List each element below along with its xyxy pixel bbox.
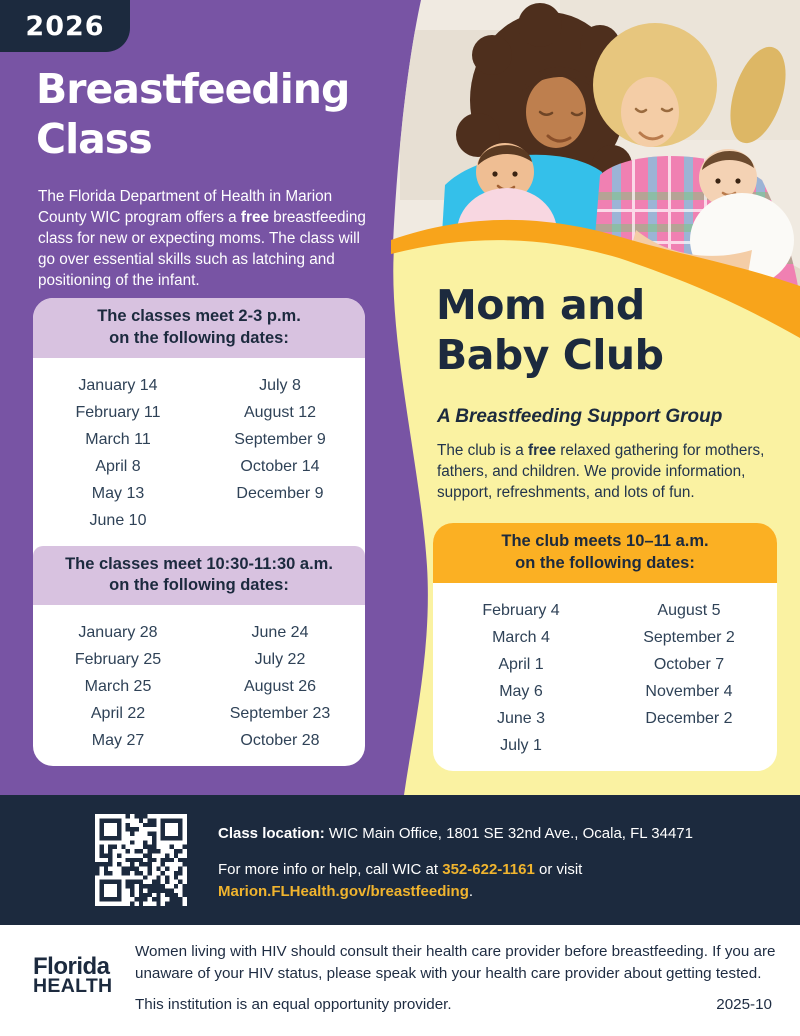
- morning-dates: [33, 605, 365, 766]
- date-item: October 7: [653, 655, 725, 673]
- date-item: August 12: [243, 403, 317, 421]
- date-item: May 6: [499, 682, 543, 700]
- hiv-disclaimer: Women living with HIV should consult their health care provider before breastfeeding. If you are unaware of your HIV status, please speak with your health care provider about getting tested.: [135, 943, 776, 983]
- date-item: August 5: [657, 601, 721, 619]
- contact-line: For more info or help, call WIC at 352-622-1161 or visit: [218, 860, 583, 878]
- date-item: November 4: [645, 682, 733, 700]
- document-number: 2025-10: [716, 996, 772, 1013]
- date-item: July 1: [500, 736, 542, 754]
- date-item: July 8: [259, 376, 301, 394]
- free-highlight: free: [240, 209, 269, 227]
- free-highlight: free: [527, 442, 557, 459]
- date-item: September 2: [643, 628, 735, 646]
- date-item: April 1: [498, 655, 544, 673]
- date-item: December 9: [236, 484, 324, 502]
- date-item: March 4: [492, 628, 550, 646]
- date-item: January 28: [78, 624, 158, 642]
- date-item: February 4: [482, 601, 560, 619]
- date-item: October 14: [240, 457, 320, 475]
- date-item: August 26: [243, 678, 317, 696]
- florida-health-logo: Florida HEALTH: [33, 953, 113, 997]
- class-schedule-box: [33, 298, 365, 766]
- footer-info: [218, 823, 693, 904]
- date-item: October 28: [240, 732, 320, 750]
- dates-column-2: [605, 597, 773, 759]
- date-item: April 22: [90, 705, 146, 723]
- date-item: February 25: [74, 651, 162, 669]
- date-item: September 23: [229, 705, 331, 723]
- bottom-row: [135, 996, 772, 1013]
- afternoon-schedule-header: The classes meet 2-3 p.m. on the following dates:: [33, 298, 365, 358]
- website-line: Marion.FLHealth.gov/breastfeeding.: [218, 883, 474, 900]
- dates-column-1: [437, 597, 605, 759]
- date-item: June 10: [89, 511, 147, 529]
- dates-column-2: [199, 372, 361, 534]
- class-location-line: Class location: WIC Main Office, 1801 SE 32nd Ave., Ocala, FL 34471: [218, 825, 693, 842]
- club-dates: [433, 583, 777, 771]
- club-title: Mom and Baby Club: [436, 281, 664, 380]
- date-item: June 3: [496, 709, 546, 727]
- club-schedule-box: [433, 523, 777, 771]
- club-schedule-header: The club meets 10–11 a.m. on the following dates:: [433, 523, 777, 583]
- year-label: 2026: [25, 10, 105, 42]
- equal-opportunity-text: This institution is an equal opportunity provider.: [135, 996, 452, 1013]
- date-item: June 24: [251, 624, 309, 642]
- year-badge: [0, 0, 130, 52]
- website-link[interactable]: Marion.FLHealth.gov/breastfeeding: [218, 883, 469, 900]
- phone-link[interactable]: 352-622-1161: [442, 860, 535, 878]
- dates-column-2: [199, 619, 361, 754]
- date-item: May 13: [91, 484, 145, 502]
- date-item: December 2: [645, 709, 733, 727]
- date-item: March 11: [85, 430, 151, 448]
- morning-schedule-header: The classes meet 10:30-11:30 a.m. on the following dates:: [33, 546, 365, 606]
- dates-column-1: [37, 372, 199, 534]
- date-item: September 9: [234, 430, 326, 448]
- date-item: January 14: [78, 376, 158, 394]
- dates-column-1: [37, 619, 199, 754]
- qr-code: [95, 814, 187, 906]
- page-title: Breastfeeding Class: [36, 65, 350, 164]
- afternoon-dates: [33, 358, 365, 546]
- date-item: April 8: [95, 457, 141, 475]
- club-subtitle: A Breastfeeding Support Group: [437, 406, 723, 427]
- date-item: March 25: [84, 678, 152, 696]
- date-item: May 27: [91, 732, 145, 750]
- date-item: July 22: [254, 651, 306, 669]
- date-item: February 11: [75, 403, 161, 421]
- club-description: The club is a free relaxed gathering for mothers, fathers, and children. We provide information, support, refreshments, and lots of fun.: [437, 442, 765, 502]
- intro-paragraph: The Florida Department of Health in Marion County WIC program offers a free breastfeeding class for new or expecting moms. The class will go over essential skills such as latching and positioning of the infant.: [38, 188, 366, 290]
